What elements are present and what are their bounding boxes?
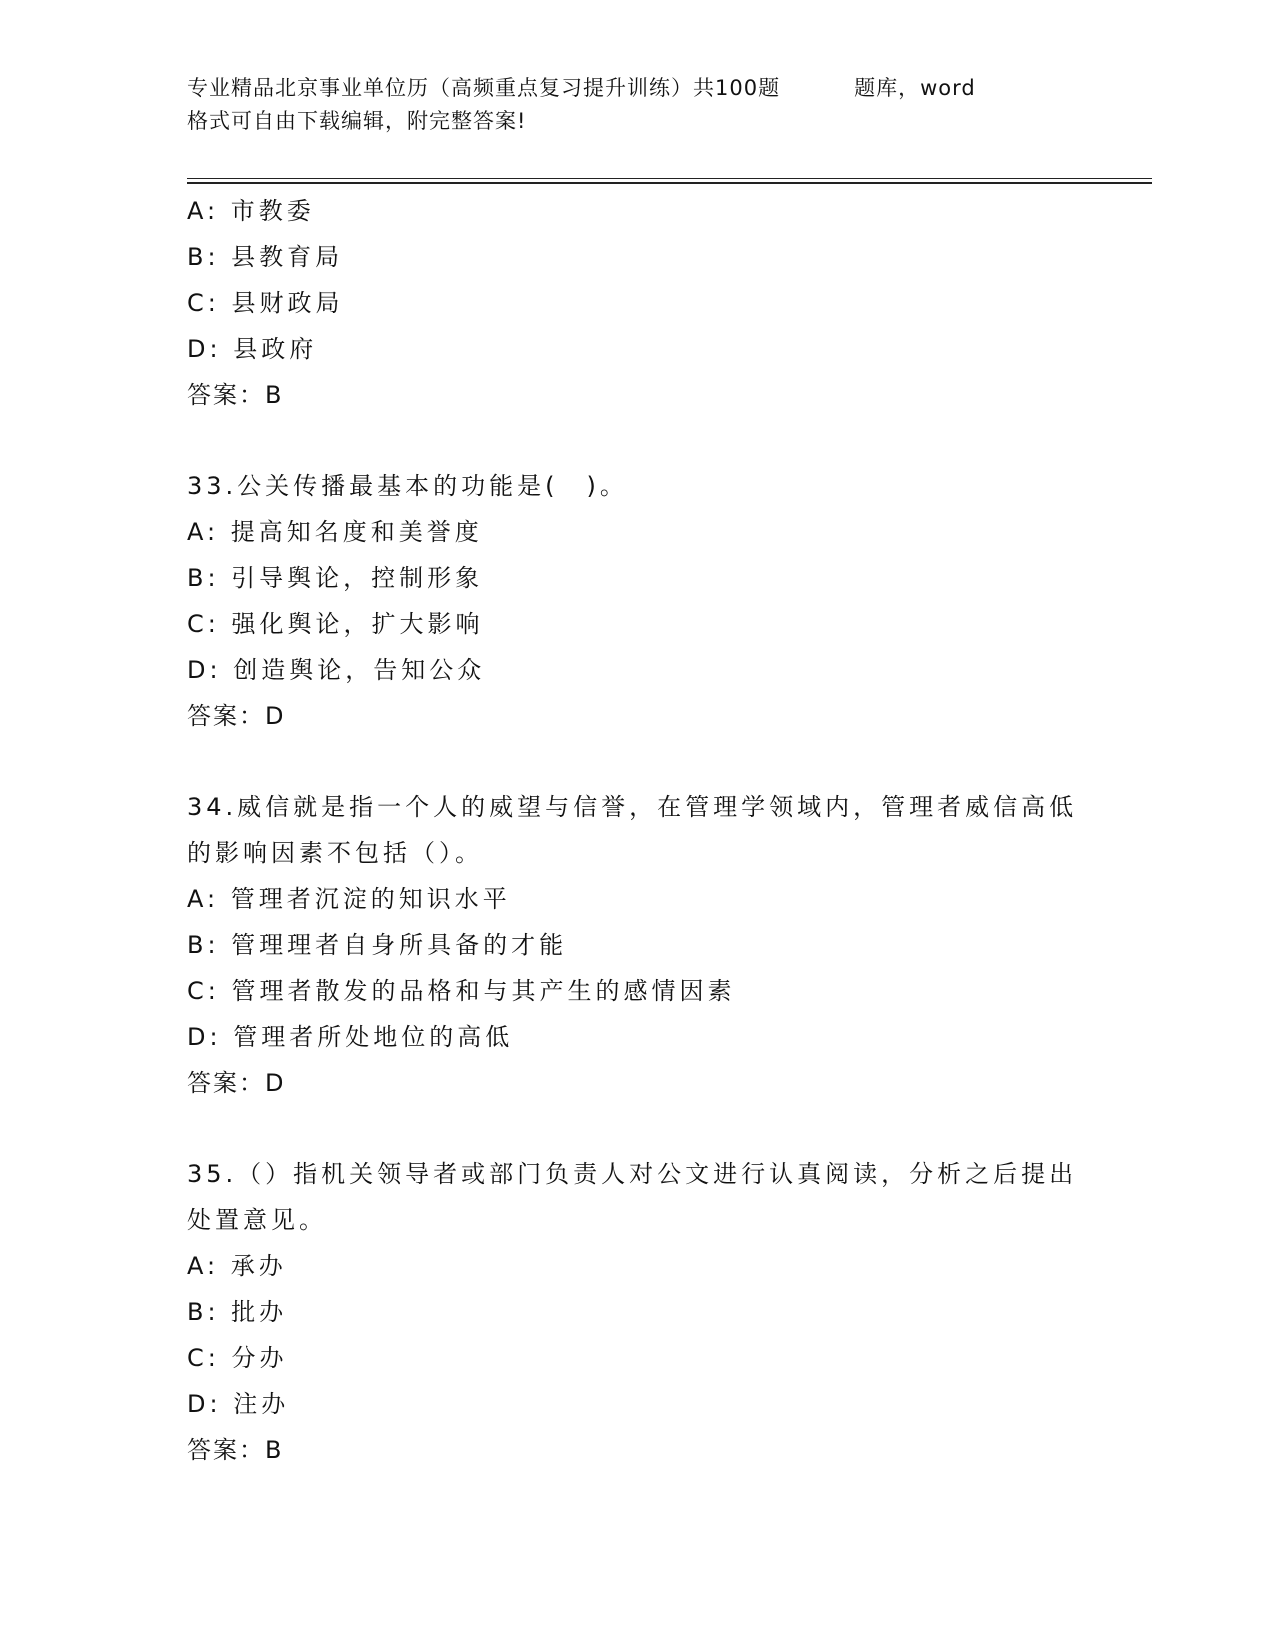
question-text: 34.威信就是指一个人的威望与信誉，在管理学领域内，管理者威信高低的影响因素不包括（）。 <box>187 793 1078 867</box>
option-b: B: 管理理者自身所具备的才能 <box>187 931 568 959</box>
option-c: C: 强化舆论，扩大影响 <box>187 610 484 638</box>
question-text: 33.公关传播最基本的功能是( )。 <box>187 472 628 500</box>
page-header <box>187 72 1067 138</box>
option-a: A: 提高知名度和美誉度 <box>187 518 483 546</box>
option-d: D: 管理者所处地位的高低 <box>187 1023 514 1051</box>
option-d: D: 创造舆论，告知公众 <box>187 656 486 684</box>
option-c: C: 分办 <box>187 1344 288 1372</box>
header-title: 专业精品北京事业单位历（高频重点复习提升训练）共100题 <box>187 76 781 100</box>
question-block-35 <box>187 1151 1087 1473</box>
option-d: D: 县政府 <box>187 335 318 363</box>
option-b: B: 引导舆论，控制形象 <box>187 564 484 592</box>
header-title-cont: 题库，word <box>854 76 976 100</box>
header-line-1 <box>187 72 1067 105</box>
option-d: D: 注办 <box>187 1390 290 1418</box>
option-c: C: 县财政局 <box>187 289 344 317</box>
answer: 答案：B <box>187 1436 284 1464</box>
answer: 答案：B <box>187 381 284 409</box>
answer: 答案：D <box>187 702 286 730</box>
option-a: A: 市教委 <box>187 197 315 225</box>
question-block-32 <box>187 188 1087 418</box>
option-c: C: 管理者散发的品格和与其产生的感情因素 <box>187 977 736 1005</box>
header-divider-thick <box>187 182 1152 184</box>
option-b: B: 批办 <box>187 1298 288 1326</box>
header-divider <box>187 178 1152 179</box>
question-text: 35.（）指机关领导者或部门负责人对公文进行认真阅读，分析之后提出处置意见。 <box>187 1160 1078 1234</box>
question-block-33 <box>187 463 1087 739</box>
answer: 答案：D <box>187 1069 286 1097</box>
option-b: B: 县教育局 <box>187 243 344 271</box>
question-block-34 <box>187 784 1087 1106</box>
header-line-2: 格式可自由下载编辑，附完整答案! <box>187 109 527 133</box>
option-a: A: 管理者沉淀的知识水平 <box>187 885 511 913</box>
question-list <box>187 188 1087 1473</box>
option-a: A: 承办 <box>187 1252 287 1280</box>
